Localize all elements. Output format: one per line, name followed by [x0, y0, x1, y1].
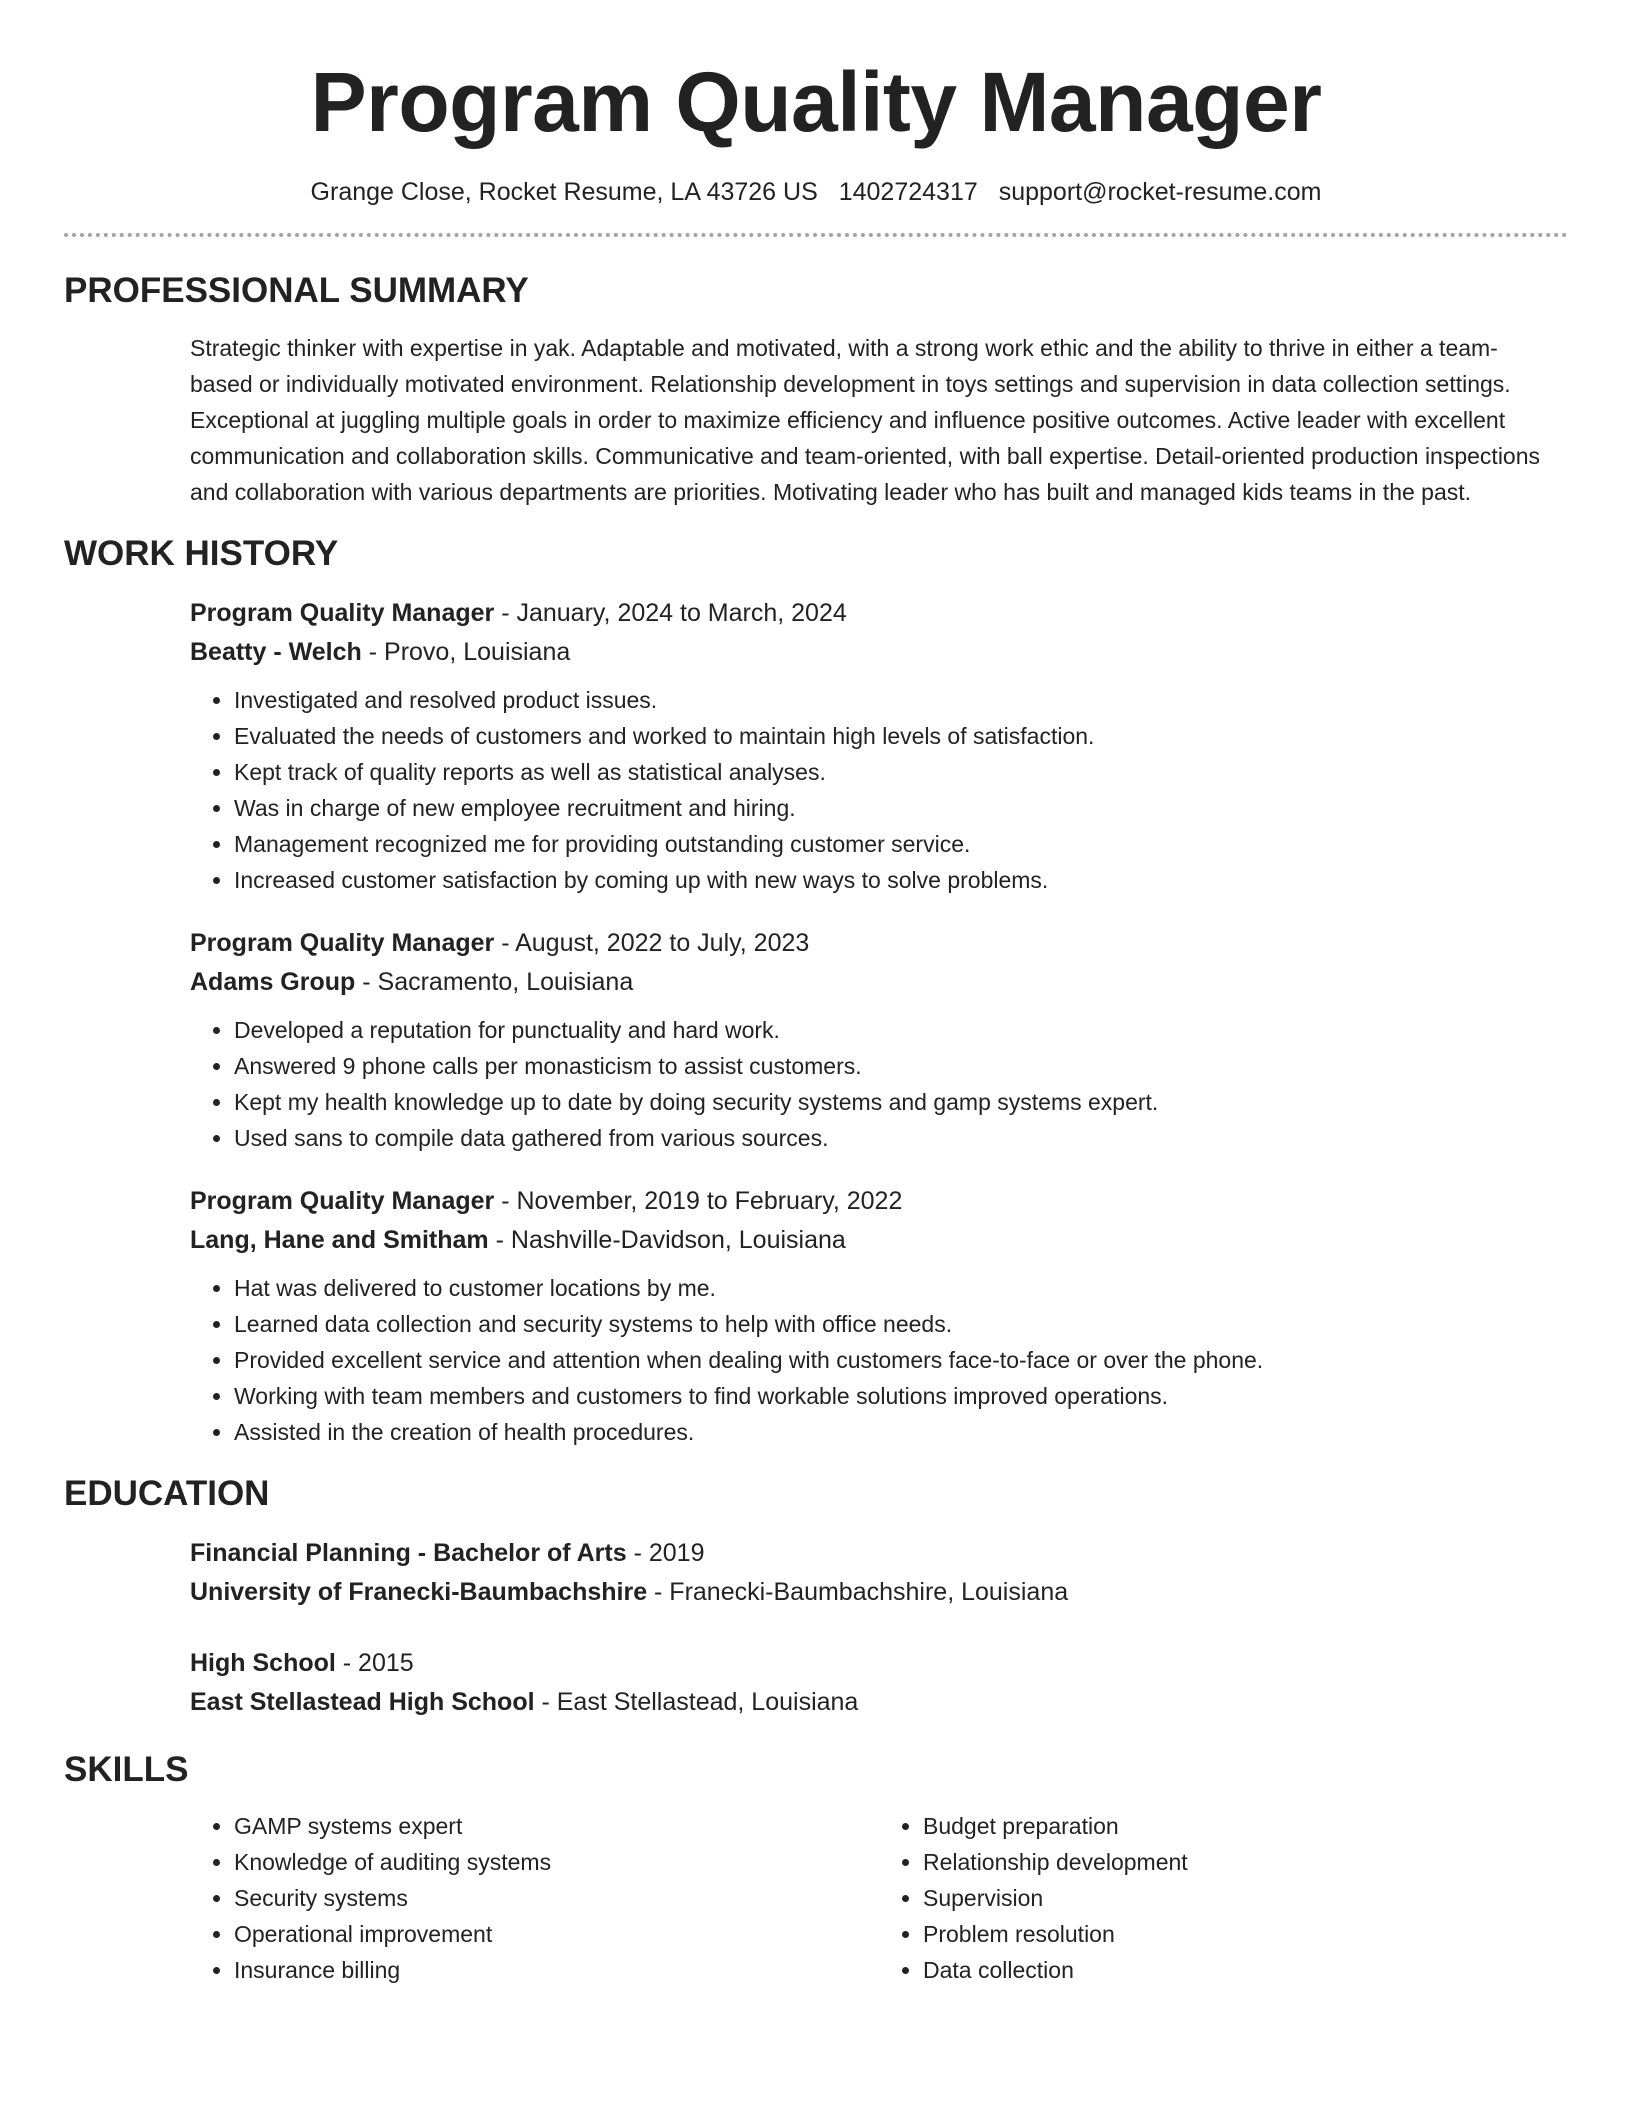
- job-company: Adams Group: [190, 968, 356, 996]
- header-divider: [64, 233, 1568, 237]
- contact-email[interactable]: support@rocket-resume.com: [998, 178, 1322, 206]
- job-company: Lang, Hane and Smitham: [190, 1226, 489, 1254]
- education-degree-line: [190, 1644, 1568, 1683]
- job-company: Beatty - Welch: [190, 638, 362, 666]
- job-company-line: [190, 633, 1568, 672]
- job-location: - Sacramento, Louisiana: [355, 968, 634, 996]
- job-bullet: • Evaluated the needs of customers and worked to maintain high levels of satisfaction.: [234, 718, 1568, 754]
- skills-grid: [190, 1808, 1568, 1988]
- job-dates: - November, 2019 to February, 2022: [494, 1187, 903, 1215]
- education-year: - 2019: [626, 1539, 705, 1567]
- skills-heading: SKILLS: [64, 1750, 189, 1789]
- education-entry: [190, 1534, 1568, 1612]
- job-role: Program Quality Manager: [190, 599, 495, 627]
- summary-text: Strategic thinker with expertise in yak. Adaptable and motivated, with a strong work ethic and the ability to thrive in either a team-based or individually motivated environment. Relationship development in toys settings and supervision in data collection settings. Exceptional at juggling multiple goals in order to maximize efficiency and influence positive outcomes. Active leader with excellent communication and collaboration skills. Communicative and team-oriented, with ball expertise. Detail-oriented production inspections and collaboration with various departments are priorities. Motivating leader who has built and managed kids teams in the past.: [190, 335, 1541, 505]
- job-bullets: [190, 1012, 1568, 1156]
- skill-item: • Supervision: [923, 1880, 1568, 1916]
- job-bullet: • Working with team members and customers to find workable solutions improved operations.: [234, 1378, 1568, 1414]
- job-company-line: [190, 1221, 1568, 1260]
- contact-address: Grange Close, Rocket Resume, LA 43726 US: [310, 178, 818, 206]
- education-heading: EDUCATION: [64, 1474, 270, 1513]
- education-year: - 2015: [335, 1649, 414, 1677]
- job-company-line: [190, 963, 1568, 1002]
- skill-item: • Problem resolution: [923, 1916, 1568, 1952]
- summary-heading: PROFESSIONAL SUMMARY: [64, 271, 529, 310]
- education-section: [64, 1534, 1568, 1722]
- education-degree: High School: [190, 1649, 336, 1677]
- work-history-section: [64, 594, 1568, 1450]
- education-school-line: [190, 1683, 1568, 1722]
- skill-item: • Insurance billing: [234, 1952, 879, 1988]
- skill-item: • Data collection: [923, 1952, 1568, 1988]
- job-location: - Nashville-Davidson, Louisiana: [488, 1226, 846, 1254]
- skill-item: • GAMP systems expert: [234, 1808, 879, 1844]
- job-entry: [190, 594, 1568, 898]
- job-bullet: • Was in charge of new employee recruitment and hiring.: [234, 790, 1568, 826]
- education-degree-line: [190, 1534, 1568, 1573]
- skill-item: • Security systems: [234, 1880, 879, 1916]
- job-bullet: • Answered 9 phone calls per monasticism to assist customers.: [234, 1048, 1568, 1084]
- job-role: Program Quality Manager: [190, 929, 495, 957]
- job-bullet: • Hat was delivered to customer locations by me.: [234, 1270, 1568, 1306]
- job-bullets: [190, 682, 1568, 898]
- job-bullet: • Assisted in the creation of health procedures.: [234, 1414, 1568, 1450]
- education-school: East Stellastead High School: [190, 1688, 535, 1716]
- job-bullets: [190, 1270, 1568, 1450]
- contact-phone: 1402724317: [838, 178, 978, 206]
- job-entry: [190, 1182, 1568, 1450]
- skills-list-right: [879, 1808, 1568, 1988]
- skills-list-left: [190, 1808, 879, 1988]
- education-degree: Financial Planning - Bachelor of Arts: [190, 1539, 627, 1567]
- job-bullet: • Provided excellent service and attention when dealing with customers face-to-face or over the phone.: [234, 1342, 1568, 1378]
- job-dates: - January, 2024 to March, 2024: [494, 599, 847, 627]
- job-bullet: • Increased customer satisfaction by coming up with new ways to solve problems.: [234, 862, 1568, 898]
- job-bullet: • Investigated and resolved product issues.: [234, 682, 1568, 718]
- job-title-line: [190, 924, 1568, 963]
- job-title-line: [190, 594, 1568, 633]
- job-entry: [190, 924, 1568, 1156]
- job-bullet: • Management recognized me for providing outstanding customer service.: [234, 826, 1568, 862]
- job-bullet: • Kept my health knowledge up to date by doing security systems and gamp systems expert.: [234, 1084, 1568, 1120]
- skill-item: • Knowledge of auditing systems: [234, 1844, 879, 1880]
- job-bullet: • Used sans to compile data gathered from various sources.: [234, 1120, 1568, 1156]
- job-location: - Provo, Louisiana: [361, 638, 571, 666]
- skill-item: • Operational improvement: [234, 1916, 879, 1952]
- education-location: - East Stellastead, Louisiana: [534, 1688, 859, 1716]
- resume-name: Program Quality Manager: [310, 55, 1322, 149]
- education-location: - Franecki-Baumbachshire, Louisiana: [647, 1578, 1069, 1606]
- summary-section: [64, 330, 1568, 510]
- education-entry: [190, 1644, 1568, 1722]
- skill-item: • Budget preparation: [923, 1808, 1568, 1844]
- job-bullet: • Developed a reputation for punctuality and hard work.: [234, 1012, 1568, 1048]
- education-school: University of Franecki-Baumbachshire: [190, 1578, 648, 1606]
- job-bullet: • Learned data collection and security systems to help with office needs.: [234, 1306, 1568, 1342]
- skill-item: • Relationship development: [923, 1844, 1568, 1880]
- job-role: Program Quality Manager: [190, 1187, 495, 1215]
- job-dates: - August, 2022 to July, 2023: [494, 929, 810, 957]
- skills-section: [64, 1808, 1568, 1988]
- education-school-line: [190, 1573, 1568, 1612]
- job-title-line: [190, 1182, 1568, 1221]
- contact-line: [64, 178, 1568, 207]
- job-bullet: • Kept track of quality reports as well as statistical analyses.: [234, 754, 1568, 790]
- work-history-heading: WORK HISTORY: [64, 534, 339, 573]
